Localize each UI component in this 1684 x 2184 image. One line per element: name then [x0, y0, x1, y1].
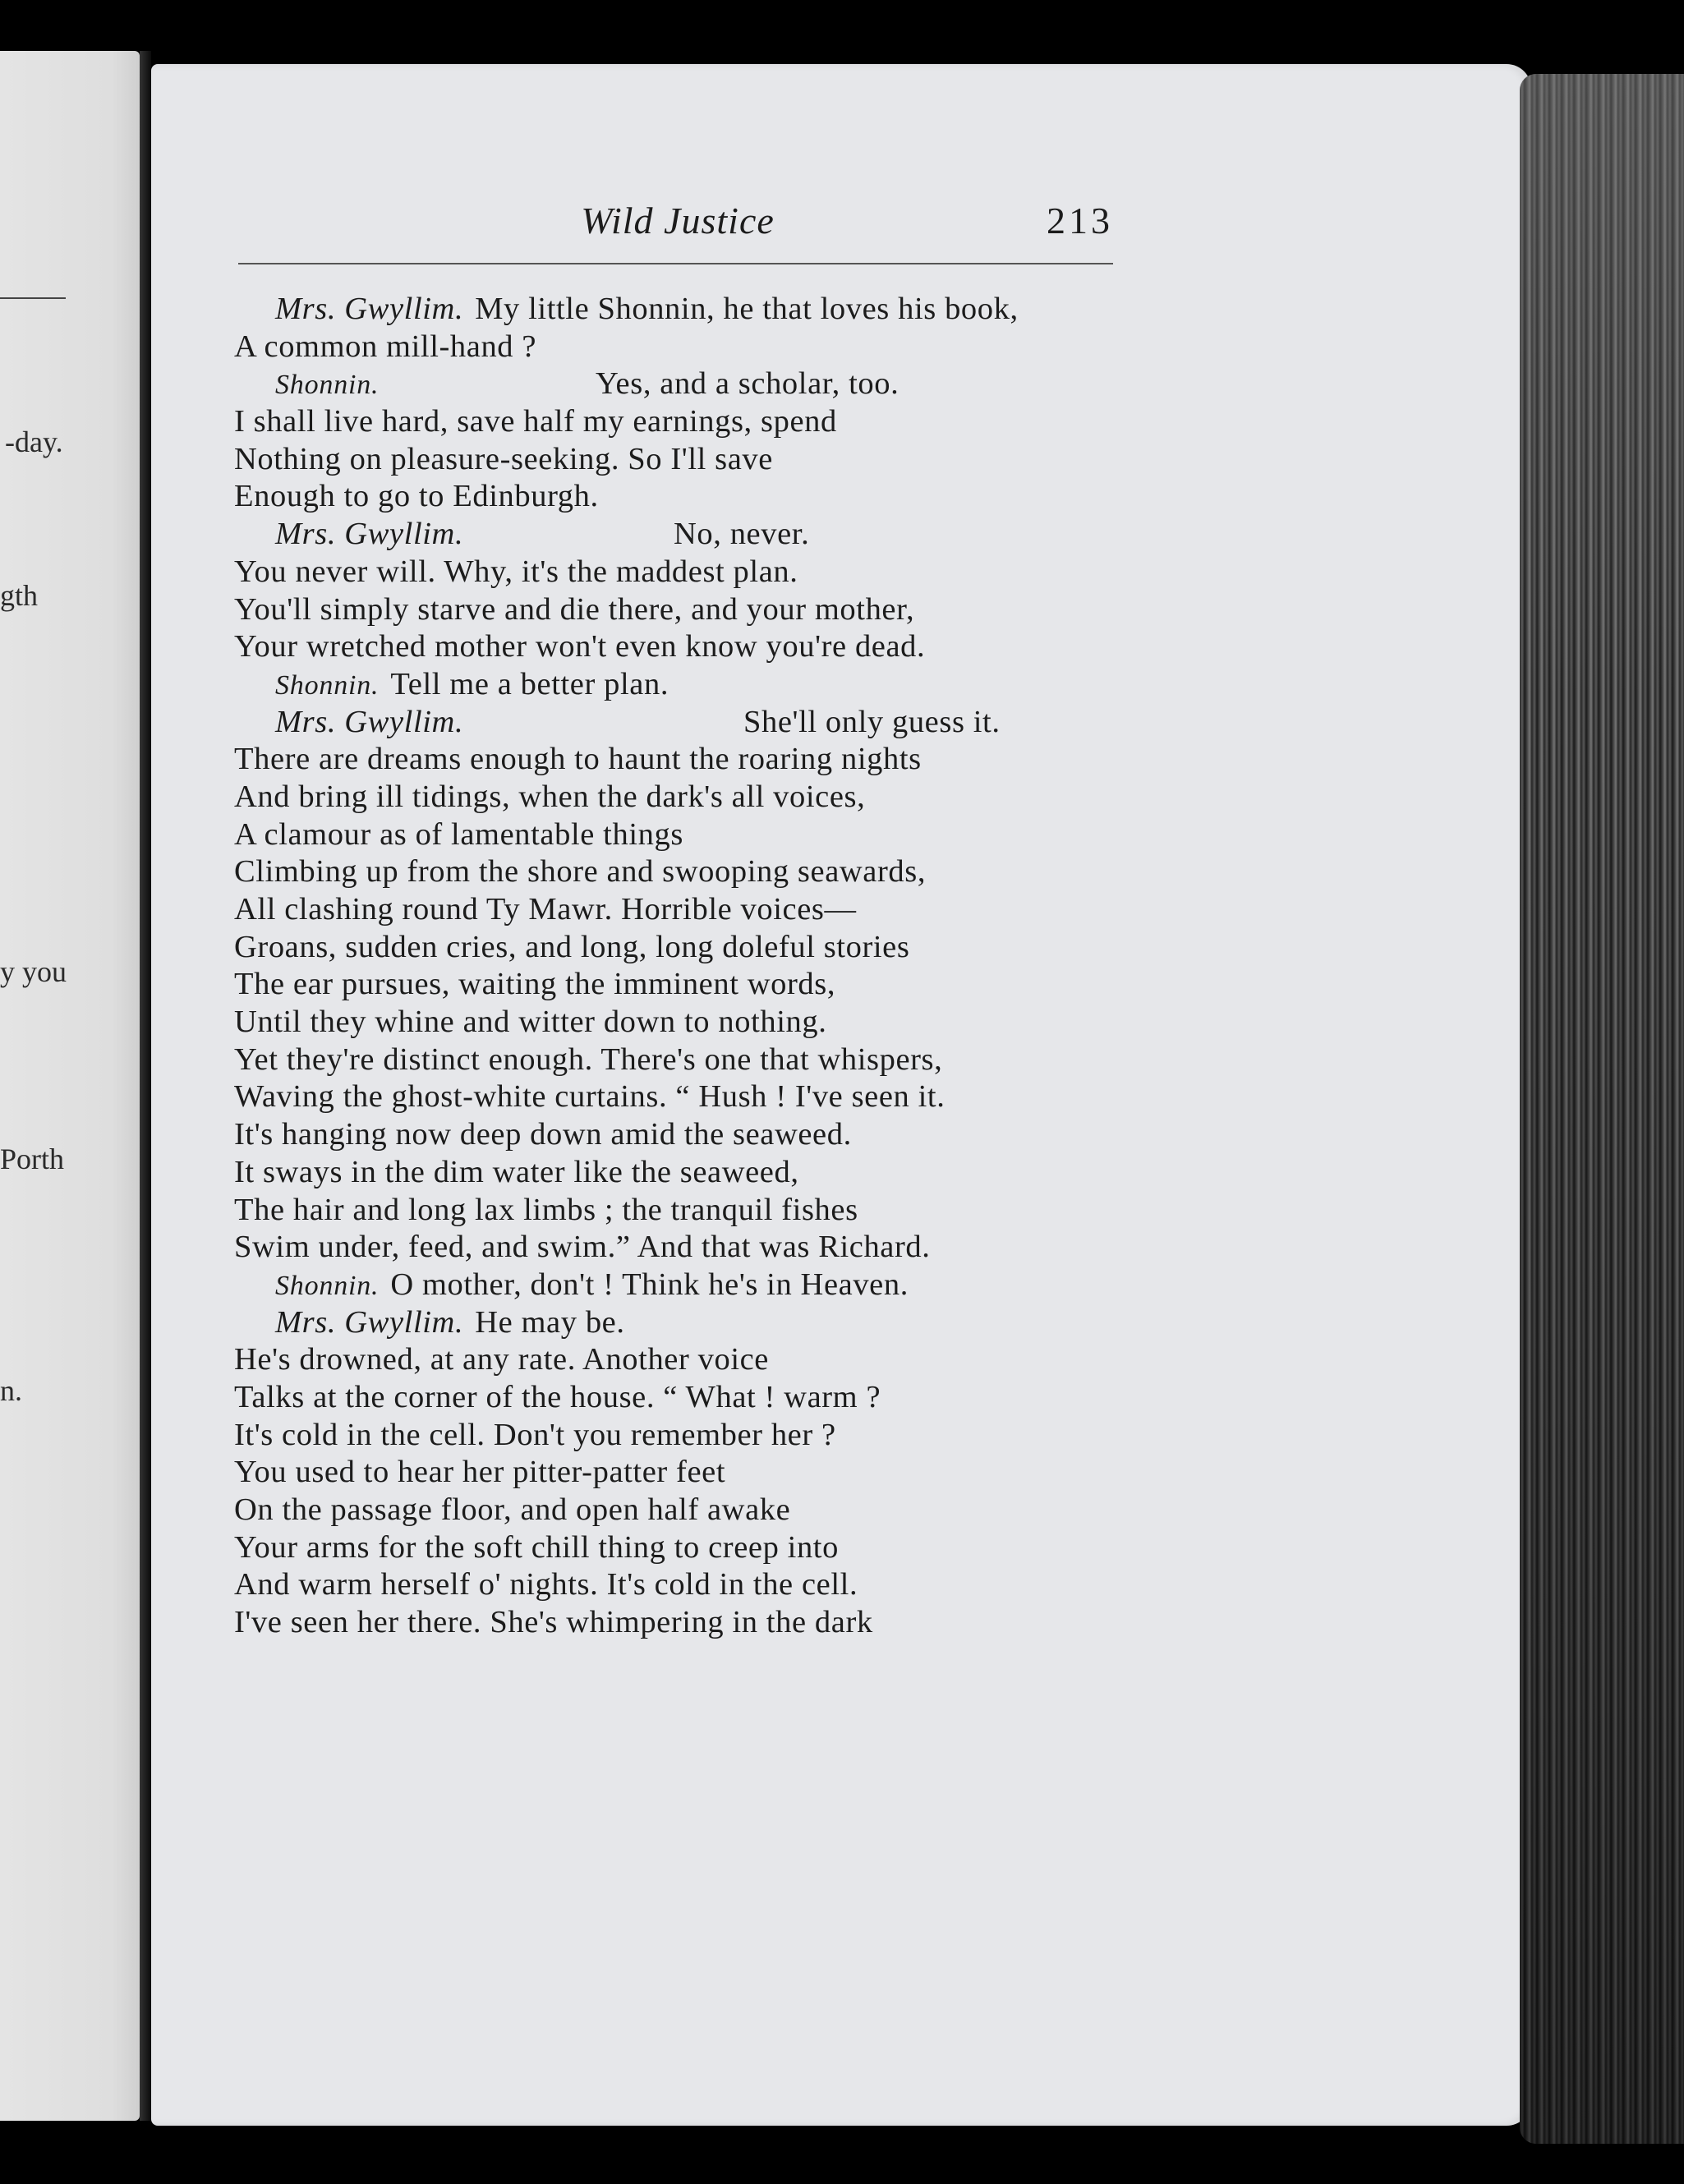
verse-line [234, 1154, 1138, 1192]
previous-page-fragment: -day. [5, 425, 63, 458]
verse-line [234, 441, 1138, 479]
verse-line [234, 1341, 1138, 1379]
verse-line [234, 1529, 1138, 1567]
verse-line [234, 1304, 1138, 1342]
speech-text: No, never. [674, 517, 810, 552]
verse-line [234, 1192, 1138, 1230]
previous-page-fragment: n. [0, 1374, 22, 1407]
previous-page-rule [0, 297, 66, 299]
speaker-name: Shonnin. [275, 370, 380, 401]
verse-text-line: Enough to go to Edinburgh. [234, 479, 599, 514]
verse-text-line: And warm herself o' nights. It's cold in the cell. [234, 1567, 858, 1602]
verse-text-line: All clashing round Ty Mawr. Horrible voices— [234, 892, 857, 926]
verse-line [234, 891, 1138, 929]
verse-line [234, 1604, 1138, 1642]
verse-line [234, 1078, 1138, 1116]
verse-line [234, 929, 1138, 967]
verse-text-line: It's cold in the cell. Don't you remember her ? [234, 1417, 836, 1452]
verse-line [234, 741, 1138, 779]
verse-text-line: Waving the ghost-white curtains. “ Hush ! I've seen it. [234, 1079, 946, 1115]
speaker-name: Mrs. Gwyllim. [275, 517, 464, 552]
speaker-name: Mrs. Gwyllim. [275, 292, 464, 326]
speaker-name: Mrs. Gwyllim. [275, 704, 464, 739]
verse-text-line: Nothing on pleasure-seeking. So I'll save [234, 441, 773, 476]
verse-line [234, 816, 1138, 854]
header-rule [238, 263, 1113, 264]
book-gutter [140, 51, 151, 2121]
verse-line [234, 1116, 1138, 1154]
verse-line [234, 291, 1138, 329]
verse-text-line: There are dreams enough to haunt the roaring nights [234, 742, 922, 777]
verse-text-line: Yet they're distinct enough. There's one that whispers, [234, 1041, 943, 1077]
book-fore-edge [1520, 74, 1684, 2144]
verse-text [234, 291, 1138, 1642]
verse-line [234, 1229, 1138, 1267]
verse-text-line: Groans, sudden cries, and long, long doleful stories [234, 929, 910, 964]
verse-text-line: Your arms for the soft chill thing to creep into [234, 1529, 839, 1565]
previous-page-fragment: y you [0, 955, 67, 988]
verse-line [234, 628, 1138, 666]
verse-text-line: On the passage floor, and open half awake [234, 1492, 791, 1527]
verse-line [234, 966, 1138, 1004]
speech-text: She'll only guess it. [743, 704, 1001, 739]
speech-text: Tell me a better plan. [390, 666, 669, 701]
verse-line [234, 403, 1138, 441]
verse-text-line: The ear pursues, waiting the imminent words, [234, 967, 836, 1002]
verse-text-line: The hair and long lax limbs ; the tranquil fishes [234, 1192, 858, 1227]
verse-text-line: Until they whine and witter down to nothing. [234, 1005, 827, 1040]
verse-text-line: It sways in the dim water like the seaweed, [234, 1154, 799, 1189]
verse-line [234, 1004, 1138, 1041]
running-title: Wild Justice [581, 200, 775, 241]
verse-text-line: You'll simply starve and die there, and your mother, [234, 591, 915, 627]
verse-text-line: Climbing up from the shore and swooping seawards, [234, 854, 927, 890]
running-header [238, 199, 1117, 264]
speech-text: He may be. [475, 1304, 625, 1340]
verse-line [234, 329, 1138, 366]
speaker-name: Shonnin. [275, 669, 380, 701]
verse-text-line: Your wretched mother won't even know you're dead. [234, 629, 926, 664]
verse-text-line: A common mill-hand ? [234, 329, 537, 364]
previous-page-fragment: gth [0, 579, 39, 612]
verse-line [234, 779, 1138, 816]
verse-line [234, 1454, 1138, 1492]
verse-line [234, 1041, 1138, 1079]
page-number: 213 [1047, 200, 1113, 241]
verse-line [234, 1417, 1138, 1455]
verse-line [234, 1379, 1138, 1417]
verse-line [234, 1267, 1138, 1304]
speech-text: O mother, don't ! Think he's in Heaven. [390, 1267, 909, 1302]
speech-text: Yes, and a scholar, too. [596, 366, 900, 402]
previous-page-fragment: Porth [0, 1143, 65, 1175]
verse-line [234, 516, 1138, 554]
verse-text-line: He's drowned, at any rate. Another voice [234, 1342, 769, 1377]
verse-text-line: And bring ill tidings, when the dark's all voices, [234, 779, 866, 814]
verse-text-line: A clamour as of lamentable things [234, 816, 683, 852]
verse-line [234, 478, 1138, 516]
verse-line [234, 366, 1138, 403]
verse-line [234, 853, 1138, 891]
previous-page [0, 51, 140, 2121]
verse-text-line: You used to hear her pitter-patter feet [234, 1455, 726, 1490]
verse-line [234, 554, 1138, 591]
speech-text: My little Shonnin, he that loves his book, [475, 292, 1019, 326]
verse-text-line: It's hanging now deep down amid the seaweed. [234, 1117, 852, 1152]
verse-text-line: I've seen her there. She's whimpering in the dark [234, 1605, 873, 1640]
verse-line [234, 1492, 1138, 1529]
speaker-name: Shonnin. [275, 1270, 380, 1301]
verse-text-line: Swim under, feed, and swim.” And that was Richard. [234, 1230, 931, 1265]
speaker-name: Mrs. Gwyllim. [275, 1304, 464, 1340]
verse-line [234, 704, 1138, 742]
verse-text-line: You never will. Why, it's the maddest plan. [234, 554, 798, 589]
verse-text-line: I shall live hard, save half my earnings, spend [234, 404, 837, 439]
verse-line [234, 591, 1138, 629]
verse-line [234, 1566, 1138, 1604]
verse-text-line: Talks at the corner of the house. “ What ! warm ? [234, 1379, 881, 1414]
verse-line [234, 666, 1138, 704]
